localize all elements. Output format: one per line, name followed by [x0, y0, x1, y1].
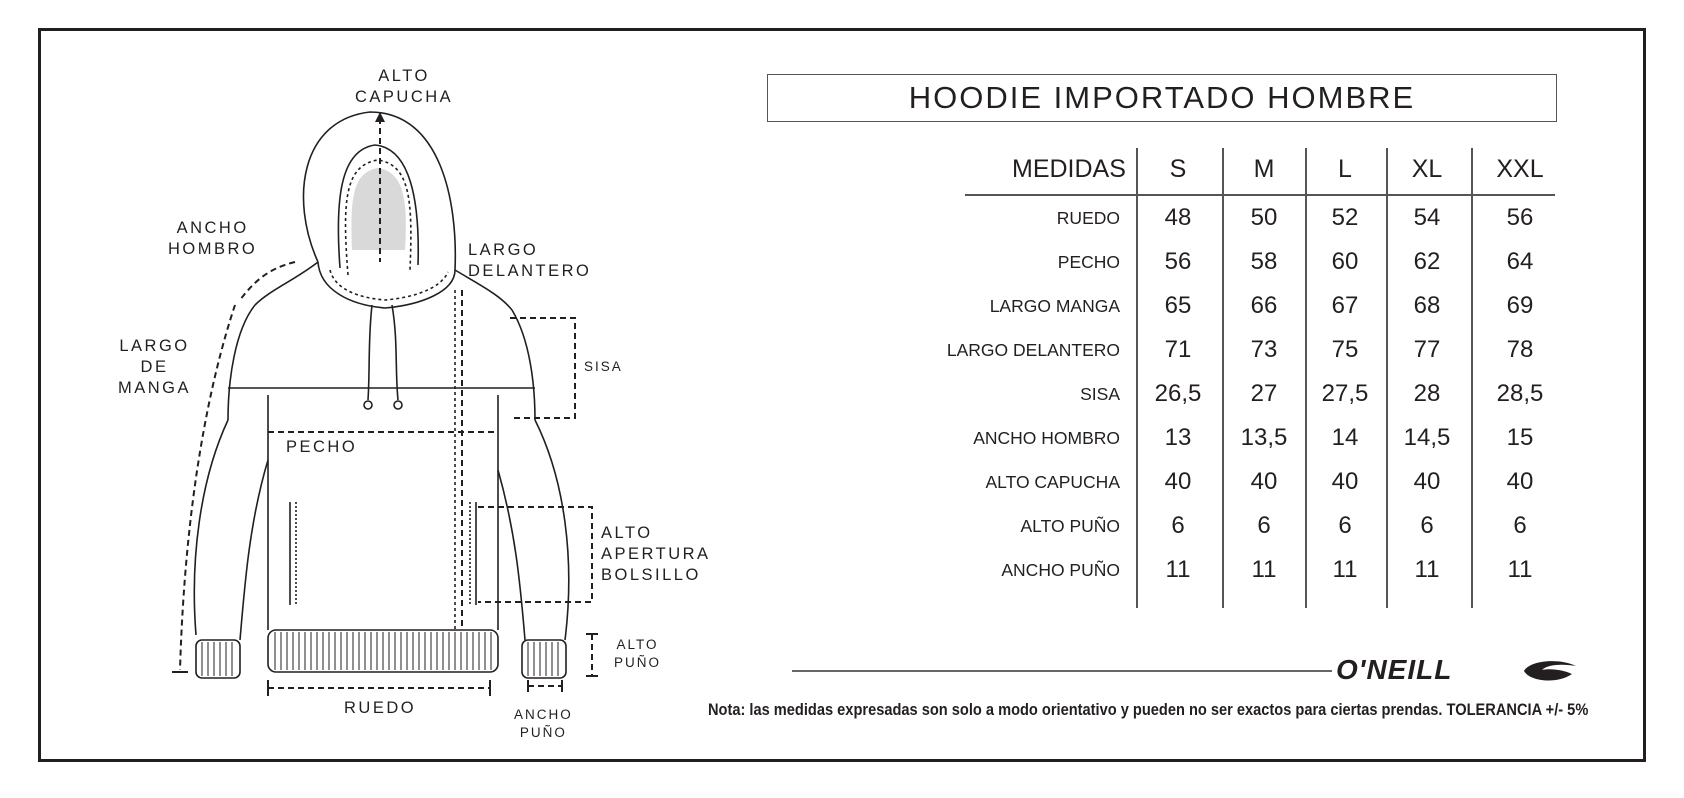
label-alto-puno-line1: ALTO [616, 637, 659, 652]
label-ancho-hombro-line2: HOMBRO [168, 240, 258, 258]
table-cell: 6 [1338, 512, 1352, 539]
table-cell: 11 [1414, 556, 1440, 583]
table-cell: 58 [1250, 248, 1278, 275]
row-label: LARGO DELANTERO [946, 340, 1120, 360]
table-cell: 71 [1164, 336, 1192, 363]
label-pecho: PECHO [286, 438, 358, 456]
label-largo-de-manga [118, 336, 191, 399]
label-largo-delantero-line1: LARGO [468, 241, 539, 259]
page-title: HOODIE IMPORTADO HOMBRE [767, 74, 1557, 122]
label-largo-de-manga-line3: MANGA [118, 379, 192, 397]
table-cell: 68 [1413, 292, 1441, 319]
table-cell: 40 [1413, 468, 1441, 495]
table-cell: 52 [1331, 204, 1359, 231]
table-divider [1471, 148, 1473, 608]
table-cell: 56 [1164, 248, 1192, 275]
table-header-rule [965, 194, 1555, 196]
table-cell: 67 [1331, 292, 1359, 319]
table-cell: 62 [1413, 248, 1441, 275]
wave-logo-icon [1520, 658, 1580, 684]
table-cell: 65 [1164, 292, 1192, 319]
size-header-xxl: XXL [1496, 155, 1544, 183]
table-cell: 28 [1413, 380, 1441, 407]
label-alto-puno-line2: PUÑO [614, 655, 662, 670]
table-cell: 50 [1250, 204, 1278, 231]
row-label: ANCHO PUÑO [1001, 560, 1120, 580]
table-cell: 11 [1251, 556, 1277, 583]
size-header-m: M [1253, 155, 1275, 183]
table-cell: 40 [1164, 468, 1192, 495]
table-cell: 13 [1164, 424, 1192, 451]
size-header-l: L [1338, 155, 1352, 183]
table-cell: 64 [1506, 248, 1534, 275]
table-cell: 14,5 [1403, 424, 1451, 451]
label-alto-apertura-bolsillo [601, 523, 711, 586]
table-cell: 27 [1250, 380, 1278, 407]
row-label: LARGO MANGA [989, 296, 1120, 316]
disclaimer-note: Nota: las medidas expresadas son solo a modo orientativo y pueden no ser exactos para ciertas prendas. TOLERANCIA +/- 5% [708, 700, 1589, 719]
table-cell: 6 [1513, 512, 1527, 539]
label-largo-delantero-line2: DELANTERO [468, 262, 592, 280]
table-cell: 54 [1413, 204, 1441, 231]
label-bolsillo-line1: ALTO [601, 524, 653, 542]
table-cell: 78 [1506, 336, 1534, 363]
table-cell: 6 [1420, 512, 1434, 539]
row-label: SISA [1080, 384, 1120, 404]
label-sisa: SISA [584, 359, 623, 374]
table-cell: 28,5 [1496, 380, 1544, 407]
table-cell: 14 [1331, 424, 1359, 451]
table-cell: 26,5 [1154, 380, 1202, 407]
label-ancho-hombro-line1: ANCHO [176, 219, 249, 237]
label-largo-delantero [468, 240, 591, 282]
table-cell: 40 [1250, 468, 1278, 495]
table-cell: 11 [1165, 556, 1191, 583]
label-largo-de-manga-line1: LARGO [119, 337, 190, 355]
table-cell: 77 [1413, 336, 1441, 363]
label-largo-de-manga-line2: DE [140, 358, 169, 376]
table-cell: 40 [1506, 468, 1534, 495]
label-ancho-hombro [168, 218, 257, 260]
brand-rule [792, 670, 1332, 672]
label-alto-capucha-line1: ALTO [378, 67, 430, 85]
table-header-medidas: MEDIDAS [1012, 155, 1126, 183]
label-ancho-puno-line1: ANCHO [514, 707, 573, 722]
brand-logo: O'NEILL [1336, 654, 1453, 685]
table-cell: 15 [1506, 424, 1534, 451]
row-label: ANCHO HOMBRO [973, 428, 1120, 448]
table-cell: 75 [1331, 336, 1359, 363]
label-ancho-puno-line2: PUÑO [519, 725, 567, 740]
label-bolsillo-line2: APERTURA [601, 545, 711, 563]
row-label: PECHO [1057, 252, 1120, 272]
label-alto-capucha-line2: CAPUCHA [355, 88, 454, 106]
label-bolsillo-line3: BOLSILLO [601, 566, 701, 584]
table-cell: 6 [1257, 512, 1271, 539]
label-ancho-puno [514, 706, 573, 742]
label-alto-capucha [355, 66, 453, 108]
label-alto-puno [614, 636, 661, 672]
size-header-xl: XL [1411, 155, 1443, 183]
table-cell: 69 [1506, 292, 1534, 319]
row-label: ALTO PUÑO [1020, 516, 1120, 536]
table-cell: 56 [1506, 204, 1534, 231]
table-cell: 27,5 [1321, 380, 1369, 407]
table-cell: 73 [1250, 336, 1278, 363]
row-label: ALTO CAPUCHA [985, 472, 1120, 492]
size-header-s: S [1169, 155, 1187, 183]
table-cell: 60 [1331, 248, 1359, 275]
row-label: RUEDO [1056, 208, 1120, 228]
label-ruedo: RUEDO [344, 699, 417, 717]
table-cell: 6 [1171, 512, 1185, 539]
table-cell: 48 [1164, 204, 1192, 231]
table-cell: 66 [1250, 292, 1278, 319]
table-cell: 11 [1507, 556, 1533, 583]
table-cell: 11 [1332, 556, 1358, 583]
table-cell: 13,5 [1240, 424, 1288, 451]
table-cell: 40 [1331, 468, 1359, 495]
